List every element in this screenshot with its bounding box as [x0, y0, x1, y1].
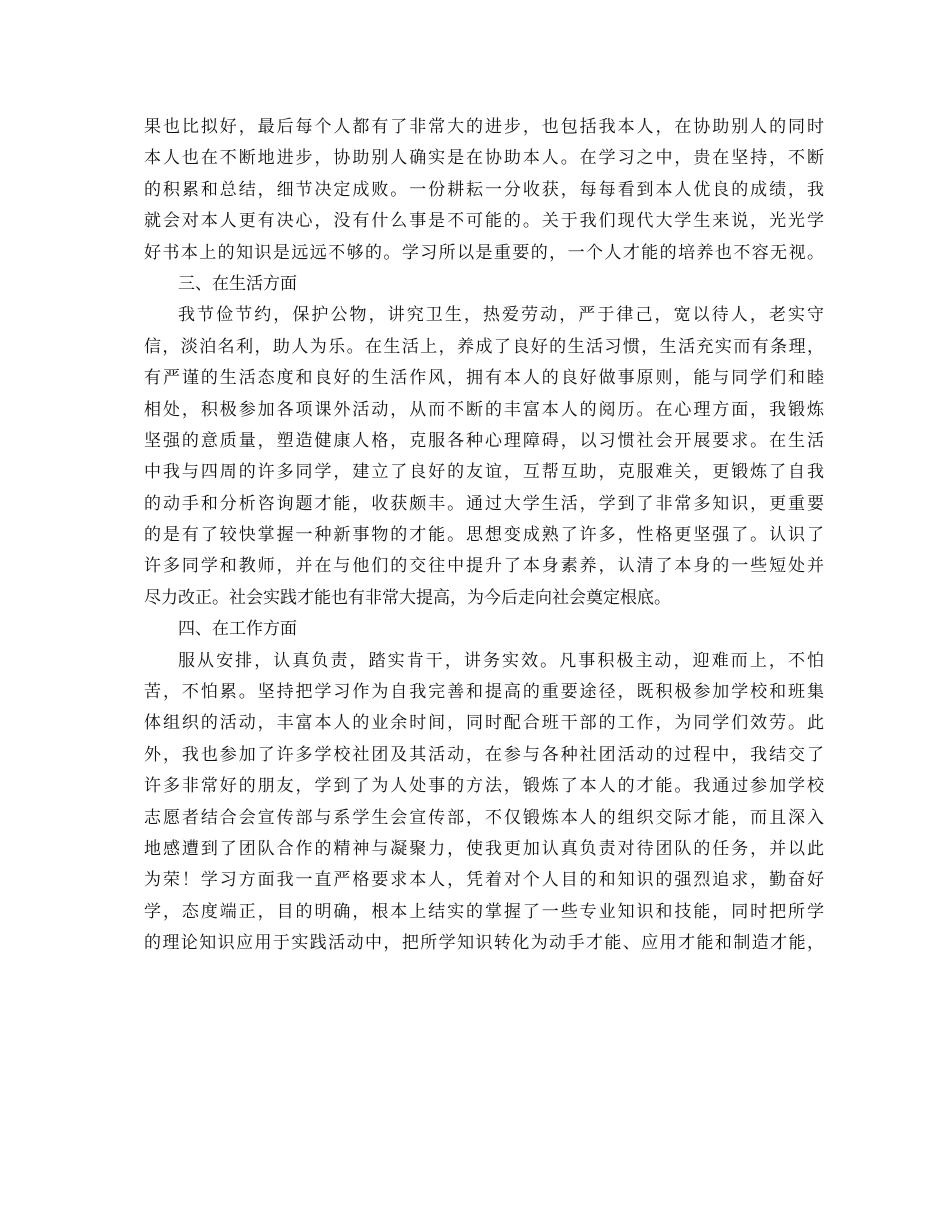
text-line: 体组织的活动，丰富本人的业余时间，同时配合班干部的工作，为同学们效劳。此: [144, 713, 824, 734]
text-line: 信，淡泊名利，助人为乐。在生活上，养成了良好的生活习惯，生活充实而有条理，: [144, 336, 824, 357]
text-line: 中我与四周的许多同学，建立了良好的友谊，互帮互助，克服难关，更锻炼了自我: [144, 462, 824, 483]
text-line: 坚强的意质量，塑造健康人格，克服各种心理障碍，以习惯社会开展要求。在生活: [144, 430, 824, 451]
text-line: 有严谨的生活态度和良好的生活作风，拥有本人的良好做事原则，能与同学们和睦: [144, 368, 824, 389]
text-line: 的理论知识应用于实践活动中，把所学知识转化为动手才能、应用才能和制造才能，: [144, 933, 824, 954]
text-line: 四、在工作方面: [178, 619, 297, 640]
text-line: 外，我也参加了许多学校社团及其活动，在参与各种社团活动的过程中，我结交了: [144, 744, 824, 765]
text-line: 好书本上的知识是远远不够的。学习所以是重要的，一个人才能的培养也不容无视。: [144, 242, 824, 263]
text-line: 地感遭到了团队合作的精神与凝聚力，使我更加认真负责对待团队的任务，并以此: [144, 838, 824, 859]
text-line: 三、在生活方面: [178, 273, 297, 294]
text-line: 尽力改正。社会实践才能也有非常大提高，为今后走向社会奠定根底。: [144, 587, 671, 608]
document-body: [144, 112, 824, 960]
text-line: 苦，不怕累。坚持把学习作为自我完善和提高的重要途径，既积极参加学校和班集: [144, 682, 824, 703]
text-line: 服从安排，认真负责，踏实肯干，讲务实效。凡事积极主动，迎难而上，不怕: [178, 650, 824, 671]
text-line: 本人也在不断地进步，协助别人确实是在协助本人。在学习之中，贵在坚持，不断: [144, 148, 824, 169]
text-line: 的动手和分析咨询题才能，收获颇丰。通过大学生活，学到了非常多知识，更重要: [144, 493, 824, 514]
text-line: 为荣！学习方面我一直严格要求本人，凭着对个人目的和知识的强烈追求，勤奋好: [144, 870, 824, 891]
text-line: 果也比拟好，最后每个人都有了非常大的进步，也包括我本人，在协助别人的同时: [144, 117, 824, 137]
text-line: 志愿者结合会宣传部与系学生会宣传部，不仅锻炼本人的组织交际才能，而且深入: [144, 807, 824, 828]
text-line: 学，态度端正，目的明确，根本上结实的掌握了一些专业知识和技能，同时把所学: [144, 901, 824, 922]
text-line: 的积累和总结，细节决定成败。一份耕耘一分收获，每每看到本人优良的成绩，我: [144, 179, 824, 200]
text-line: 就会对本人更有决心，没有什么事是不可能的。关于我们现代大学生来说，光光学: [144, 211, 824, 232]
text-line: 我节俭节约，保护公物，讲究卫生，热爱劳动，严于律己，宽以待人，老实守: [178, 305, 824, 326]
text-line: 相处，积极参加各项课外活动，从而不断的丰富本人的阅历。在心理方面，我锻炼: [144, 399, 824, 420]
text-line: 许多同学和教师，并在与他们的交往中提升了本身素养，认清了本身的一些短处并: [144, 556, 824, 577]
text-line: 许多非常好的朋友，学到了为人处事的方法，锻炼了本人的才能。我通过参加学校: [144, 776, 824, 797]
text-line: 的是有了较快掌握一种新事物的才能。思想变成熟了许多，性格更坚强了。认识了: [144, 525, 824, 546]
